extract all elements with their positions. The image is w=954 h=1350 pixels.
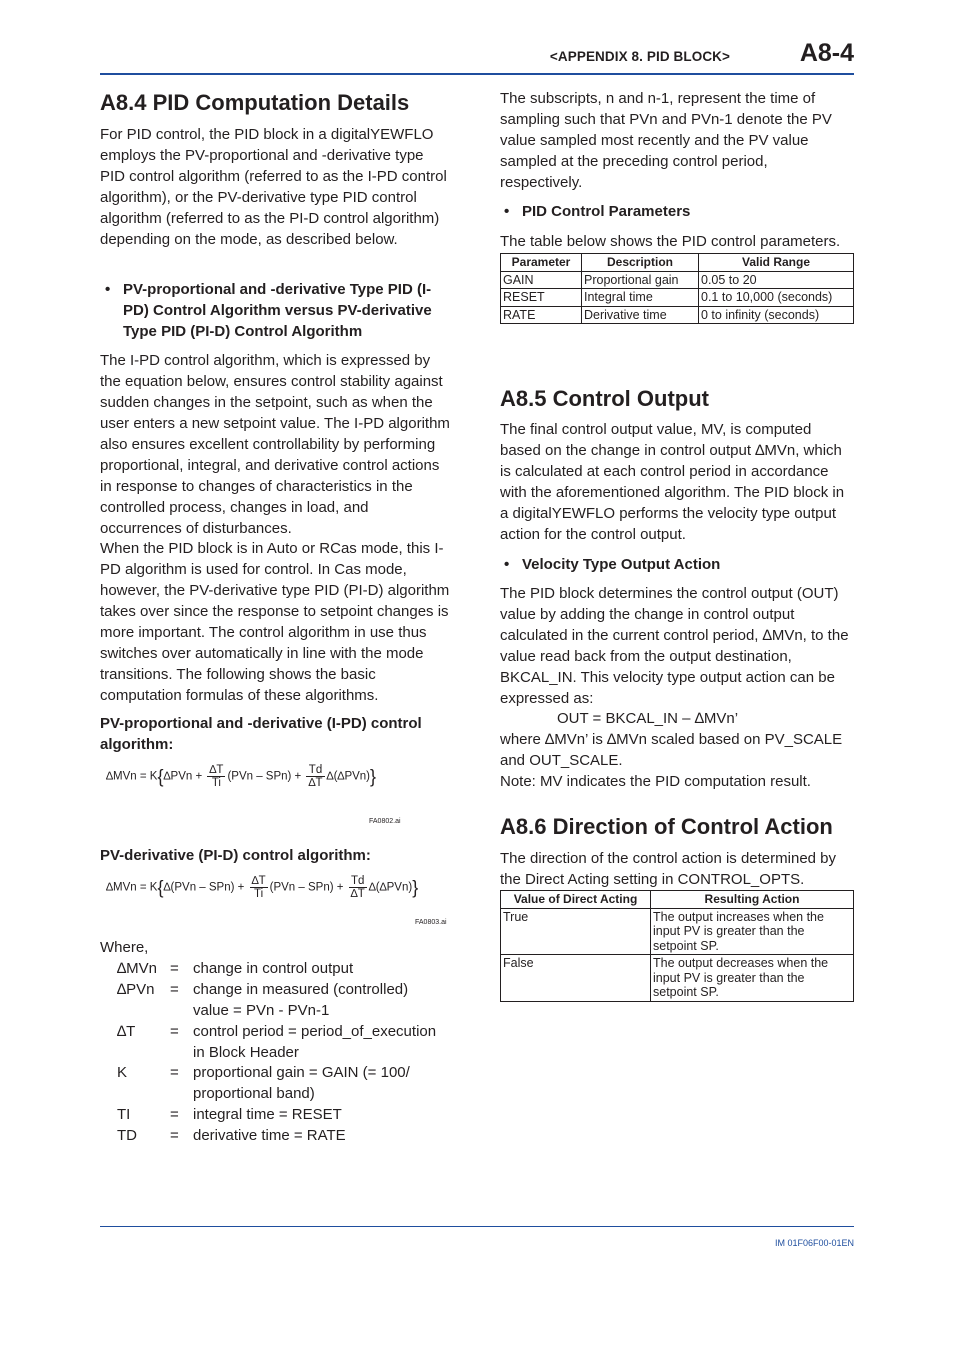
table-row bbox=[501, 306, 854, 324]
def-row bbox=[117, 958, 467, 979]
control-output-paragraph: The final control output value, MV, is computed based on the change in control output ∆MVn, which is calculated at each control period in accordance with the aforementioned algorithm. The PID block in a digitalYEWFLO performs the velocity type output action for the control output. bbox=[500, 421, 845, 543]
table-row bbox=[501, 908, 854, 955]
page-number: A8-4 bbox=[799, 39, 854, 67]
def-text: control period = period_of_execution in Block Header bbox=[193, 1023, 437, 1061]
eq1-frac2-num: Td bbox=[306, 764, 324, 777]
eq2-frac2-den: ∆T bbox=[350, 888, 365, 900]
eq1-lhs: ∆MVn = K bbox=[106, 770, 158, 783]
def-text: change in control output bbox=[193, 960, 354, 977]
heading-a8-5: A8.5 Control Output bbox=[500, 386, 709, 411]
table-cell: Proportional gain bbox=[582, 271, 699, 289]
eq2-close-brace: } bbox=[412, 877, 419, 898]
eq2-term2: (PVn – SPn) + bbox=[269, 881, 344, 894]
table-intro: The table below shows the PID control parameters. bbox=[500, 233, 841, 250]
eq1-close-brace: } bbox=[370, 766, 377, 787]
def-text: integral time = RESET bbox=[193, 1106, 342, 1123]
figure-label-2: FA0803.ai bbox=[415, 919, 447, 926]
table-header-cell: Parameter bbox=[501, 254, 582, 272]
mv-note: Note: MV indicates the PID computation result. bbox=[500, 773, 811, 790]
eq1-frac2 bbox=[306, 764, 324, 789]
table-header-cell: Description bbox=[582, 254, 699, 272]
document-id: IM 01F06F00-01EN bbox=[774, 1238, 854, 1248]
direction-paragraph: The direction of the control action is determined by the Direct Acting setting in CONTROL_OPTS. bbox=[500, 850, 837, 888]
table-header-row bbox=[501, 254, 854, 272]
def-equals: = bbox=[170, 1064, 179, 1081]
def-text: proportional gain = GAIN (= 100/ proportional band) bbox=[193, 1064, 410, 1102]
def-symbol: K bbox=[117, 1064, 128, 1081]
ipd-equation bbox=[106, 764, 376, 789]
eq1-term2: (PVn – SPn) + bbox=[227, 770, 302, 783]
table-row bbox=[501, 289, 854, 307]
bullet-velocity-text: Velocity Type Output Action bbox=[522, 556, 721, 573]
eq2-lhs: ∆MVn = K bbox=[106, 881, 158, 894]
def-symbol: TI bbox=[117, 1106, 131, 1123]
running-header: <APPENDIX 8. PID BLOCK> bbox=[549, 49, 730, 64]
eq1-term3: ∆(∆PVn) bbox=[326, 770, 371, 783]
def-row bbox=[117, 1062, 467, 1104]
def-symbol: ∆MVn bbox=[117, 960, 158, 977]
bullet-ipd-vs-pid-text: PV-proportional and -derivative Type PID (I-PD) Control Algorithm versus PV-derivative Type PID (PI-D) Control Algorithm bbox=[123, 281, 432, 340]
ipd-heading: PV-proportional and -derivative (I-PD) control algorithm: bbox=[100, 715, 422, 753]
pid-equation bbox=[106, 875, 418, 900]
table-row bbox=[501, 955, 854, 1002]
table-cell: The output increases when the input PV is greater than the setpoint SP. bbox=[651, 908, 854, 955]
where-label: Where, bbox=[100, 939, 149, 956]
pid-heading: PV-derivative (PI-D) control algorithm: bbox=[100, 847, 371, 864]
scaling-note: where ∆MVn’ is ∆MVn scaled based on PV_SCALE and OUT_SCALE. bbox=[500, 731, 843, 769]
eq2-frac2 bbox=[349, 875, 367, 900]
velocity-paragraph: The PID block determines the control output (OUT) value by adding the change in control output calculated in the current control period, ∆MVn, to the value read back from the output destination, BKCAL_IN. This velocity type output action can be expressed as: bbox=[500, 585, 849, 707]
eq2-term1: ∆(PVn – SPn) + bbox=[163, 881, 245, 894]
eq2-frac2-num: Td bbox=[349, 875, 367, 888]
bullet-ipd-vs-pid bbox=[105, 279, 453, 342]
table-cell: 0.1 to 10,000 (seconds) bbox=[699, 289, 854, 307]
figure-label-1: FA0802.ai bbox=[369, 818, 401, 825]
mode-paragraph: When the PID block is in Auto or RCas mode, this I-PD algorithm is used for control. In Cas mode, however, the PV-derivative type PID (PI-D) algorithm takes over since the response to setpoint changes is more important. The control algorithm in use thus switches over automatically in line with the mode transitions. The following shows the basic computation formulas of these algorithms. bbox=[100, 540, 450, 704]
table-cell: GAIN bbox=[501, 271, 582, 289]
eq2-frac1 bbox=[250, 875, 268, 900]
def-row bbox=[117, 1104, 467, 1125]
def-equals: = bbox=[170, 981, 179, 998]
def-equals: = bbox=[170, 1106, 179, 1123]
table-header-cell: Value of Direct Acting bbox=[501, 891, 651, 909]
header-rule bbox=[100, 73, 854, 75]
bullet-dot: • bbox=[504, 556, 510, 573]
table-cell: RESET bbox=[501, 289, 582, 307]
def-symbol: ∆T bbox=[117, 1023, 136, 1040]
def-text: derivative time = RATE bbox=[193, 1127, 346, 1144]
def-text: change in measured (controlled) value = PVn - PVn-1 bbox=[193, 981, 409, 1019]
eq2-frac1-num: ∆T bbox=[251, 875, 266, 887]
table-cell: The output decreases when the input PV is greater than the setpoint SP. bbox=[651, 955, 854, 1002]
def-equals: = bbox=[170, 1023, 179, 1040]
table-cell: Derivative time bbox=[582, 306, 699, 324]
eq1-frac1-num: ∆T bbox=[209, 764, 224, 776]
eq1-frac1 bbox=[207, 764, 225, 789]
bullet-pid-params-text: PID Control Parameters bbox=[522, 203, 691, 220]
intro-paragraph: For PID control, the PID block in a digitalYEWFLO employs the PV-proportional and -derivative type PID control algorithm (referred to as the I-PD control algorithm), or the PV-derivative type PID control algorithm (referred to as the PI-D control algorithm) depending on the mode, as described below. bbox=[100, 126, 447, 248]
heading-a8-6: A8.6 Direction of Control Action bbox=[500, 814, 833, 839]
table-header-cell: Resulting Action bbox=[651, 891, 854, 909]
bullet-velocity bbox=[504, 554, 842, 575]
eq1-frac1-den: Ti bbox=[211, 777, 221, 789]
def-row bbox=[117, 979, 467, 1021]
eq2-term3: ∆(∆PVn) bbox=[368, 881, 413, 894]
table-cell: True bbox=[501, 908, 651, 955]
subscripts-paragraph: The subscripts, n and n-1, represent the time of sampling such that PVn and PVn-1 denote the PV value sampled most recently and the PV value sampled at the preceding control period, respectively. bbox=[500, 90, 832, 191]
table-header-row bbox=[501, 891, 854, 909]
bullet-dot: • bbox=[105, 281, 111, 298]
def-row bbox=[117, 1125, 467, 1146]
bullet-dot: • bbox=[504, 203, 510, 220]
table-cell: RATE bbox=[501, 306, 582, 324]
pid-params-table bbox=[500, 253, 854, 324]
def-row bbox=[117, 1021, 467, 1063]
footer-rule bbox=[100, 1226, 854, 1227]
def-equals: = bbox=[170, 960, 179, 977]
table-row bbox=[501, 271, 854, 289]
table-cell: False bbox=[501, 955, 651, 1002]
table-header-cell: Valid Range bbox=[699, 254, 854, 272]
eq2-frac1-den: Ti bbox=[254, 888, 264, 900]
eq2-open-brace: { bbox=[157, 877, 164, 898]
eq1-term1: ∆PVn + bbox=[163, 770, 203, 783]
table-cell: 0.05 to 20 bbox=[699, 271, 854, 289]
def-symbol: TD bbox=[117, 1127, 137, 1144]
ipd-paragraph: The I-PD control algorithm, which is expressed by the equation below, ensures control stability against sudden changes in the setpoint, such as when the user enters a new setpoint value. The I-PD algorithm also ensures excellent controllability by performing proportional, integral, and derivative control actions in response to changes of characteristics in the controlled process, changes in load, and occurrences of disturbances. bbox=[100, 352, 450, 537]
def-equals: = bbox=[170, 1127, 179, 1144]
bullet-pid-params bbox=[504, 201, 842, 222]
def-symbol: ∆PVn bbox=[117, 981, 155, 998]
table-cell: Integral time bbox=[582, 289, 699, 307]
direct-acting-table bbox=[500, 890, 854, 1002]
eq1-frac2-den: ∆T bbox=[308, 777, 323, 789]
eq1-open-brace: { bbox=[157, 766, 164, 787]
out-equation: OUT = BKCAL_IN – ∆MVn’ bbox=[557, 710, 739, 727]
heading-a8-4: A8.4 PID Computation Details bbox=[100, 90, 410, 115]
table-cell: 0 to infinity (seconds) bbox=[699, 306, 854, 324]
